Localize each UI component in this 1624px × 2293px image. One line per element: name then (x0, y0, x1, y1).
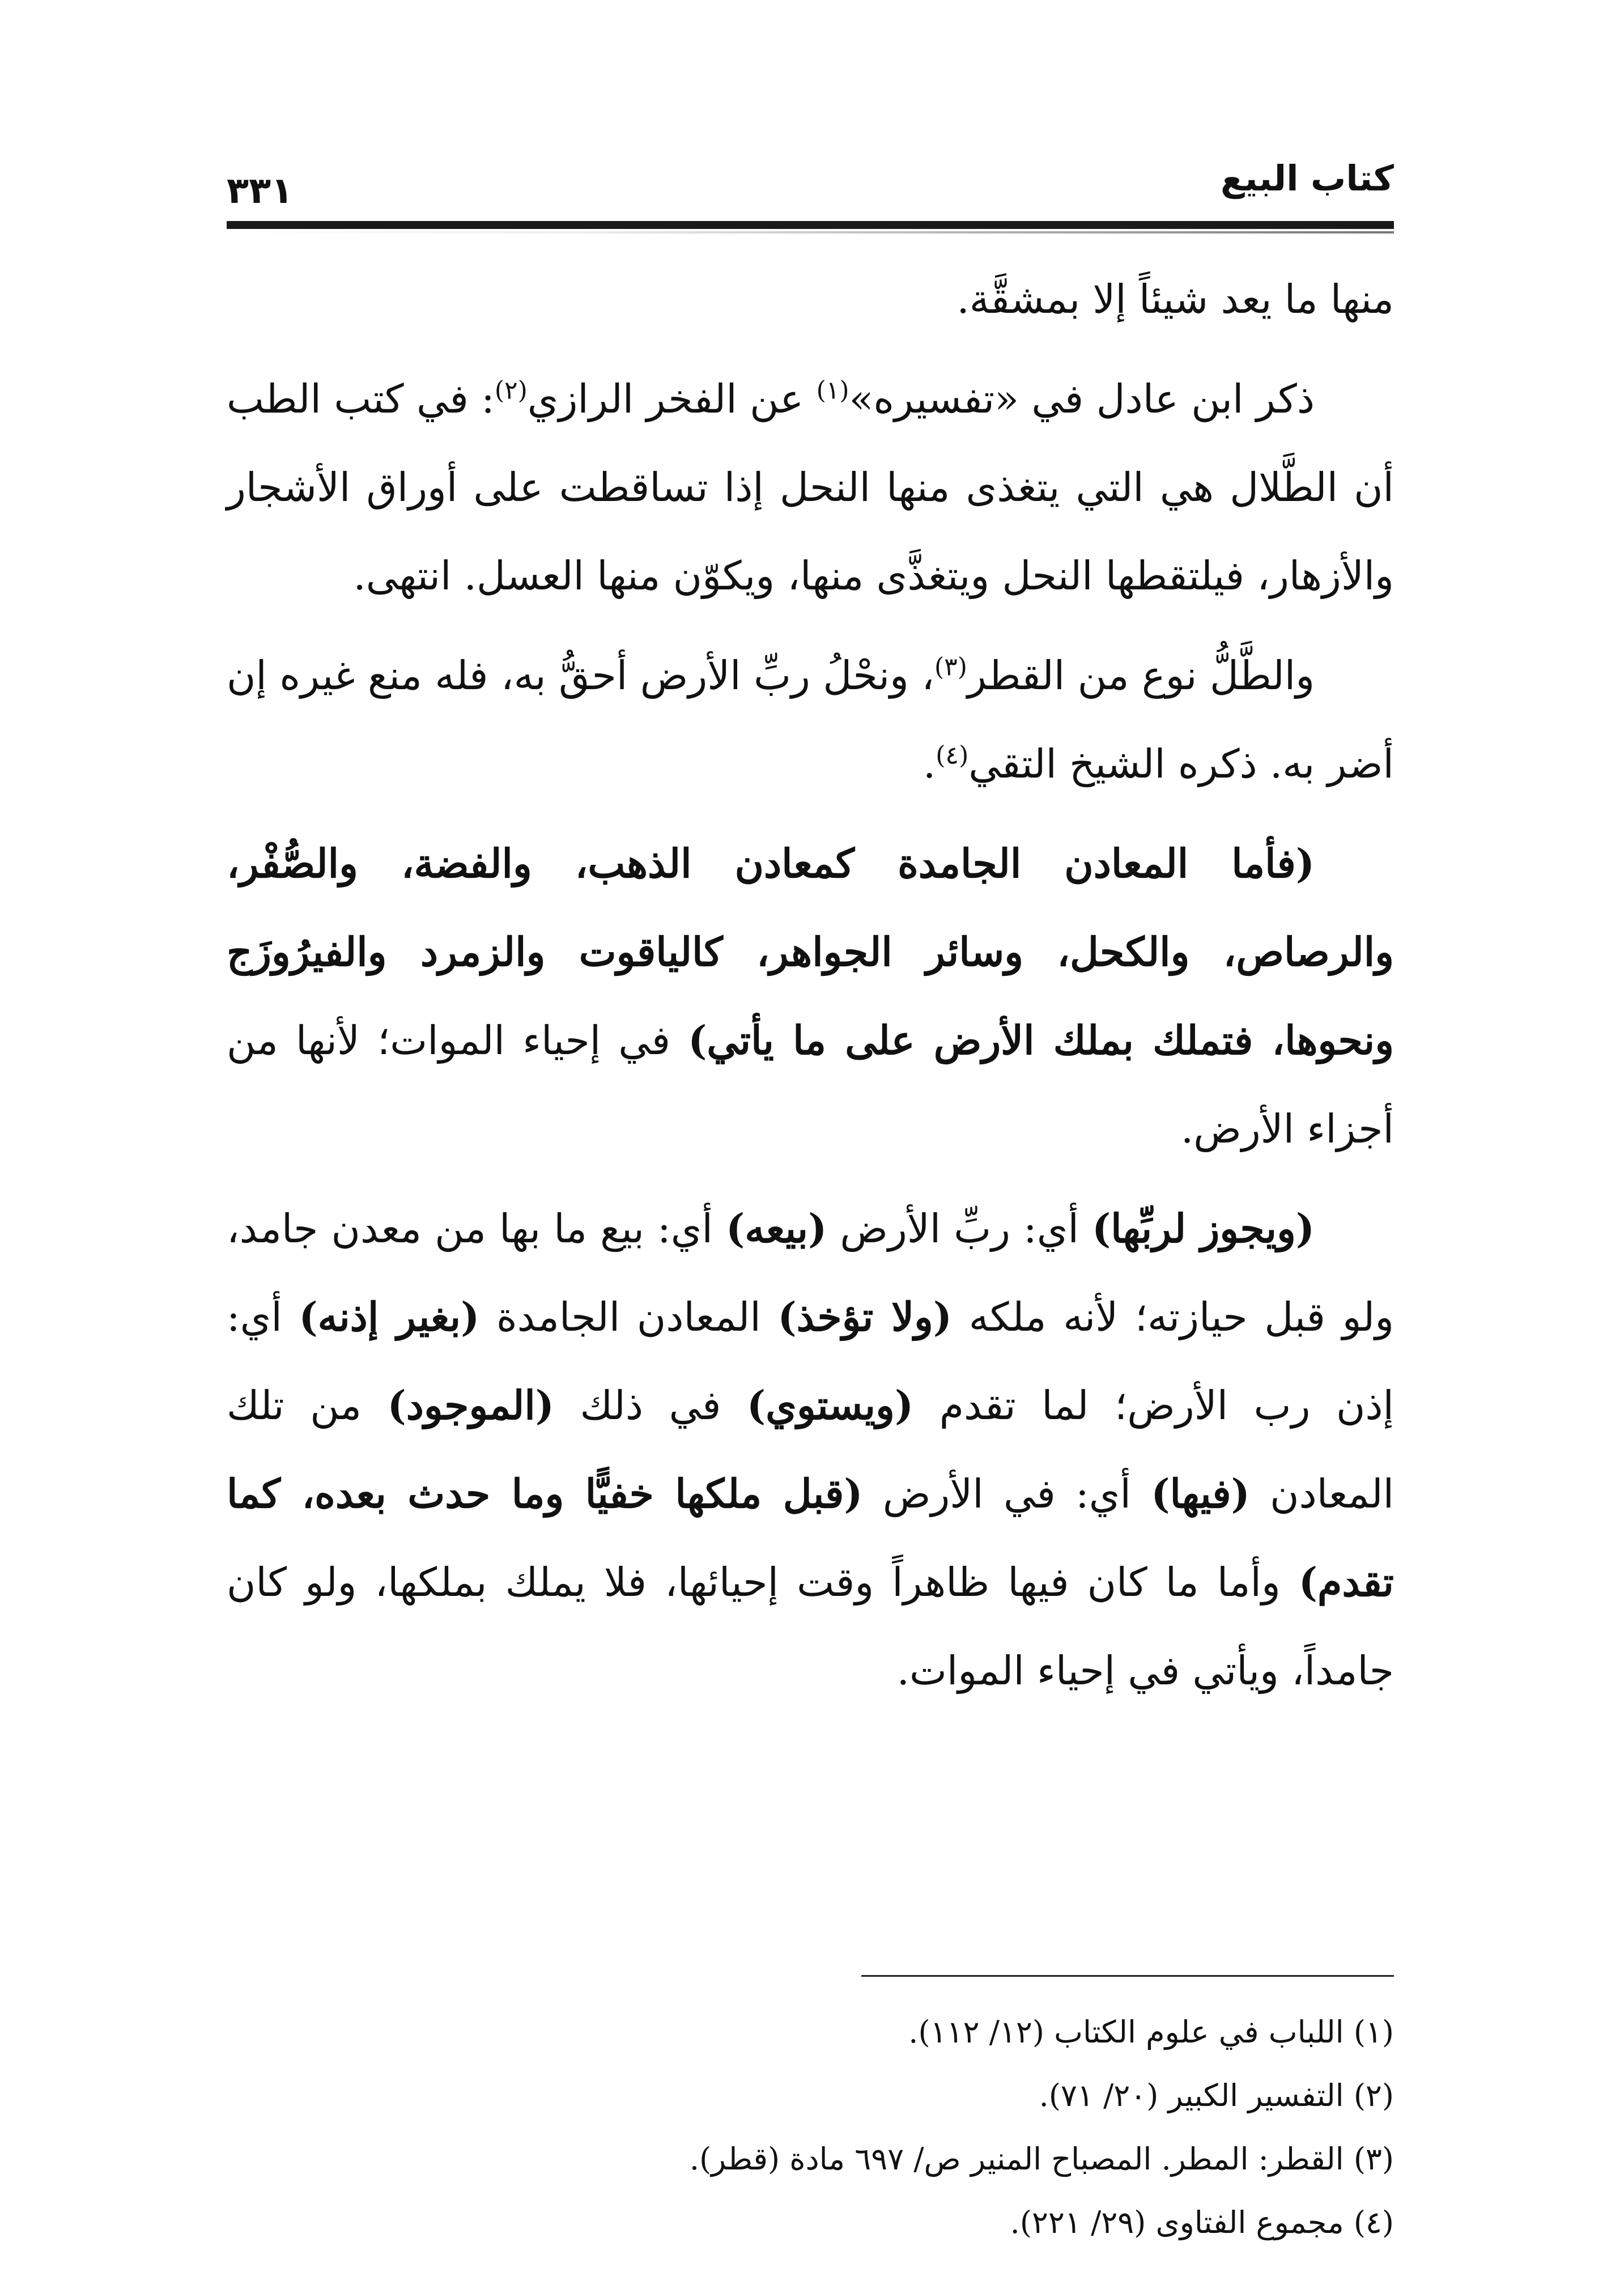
paragraph-3-part-b: ، ونحْلُ ربِّ الأرض أحقُّ به، فله منع غيره إن أضر به. ذكره الشيخ التقي (227, 652, 1394, 787)
matn-segment-8: (قبل ملكها خفيًّا وما حدث بعده، كما تقدم) (227, 1470, 1394, 1606)
footnote-1: (١) اللباب في علوم الكتاب (١٢/ ١١٢). (908, 2014, 1394, 2050)
footnote-ref-1[interactable]: (١) (816, 376, 849, 405)
footnote-ref-2[interactable]: (٢) (494, 376, 528, 405)
paragraph-3-part-a: والطَّلُّ نوع من القطر (967, 652, 1315, 699)
matn-segment-1: (ويجوز لربِّها) (1092, 1205, 1315, 1252)
commentary-segment-8: وأما ما كان فيها ظاهراً وقت إحيائها، فلا يملك بملكها، ولو كان جامداً، ويأتي في إحياء الموات. (227, 1559, 1394, 1694)
commentary-segment-6: من تلك المعادن (227, 1382, 1395, 1517)
matn-segment-5: (ويستوي) (747, 1382, 914, 1429)
commentary-segment-3: المعادن الجامدة (479, 1294, 778, 1340)
commentary-segment-5: في ذلك (554, 1382, 747, 1429)
paragraph-1-text: منها ما يعد شيئاً إلا بمشقَّة. (956, 276, 1394, 322)
commentary-segment-1: أي: ربِّ الأرض (827, 1205, 1092, 1252)
header-rule (227, 221, 1394, 229)
paragraph-4 (227, 819, 1394, 1173)
paragraph-2-part-b: عن الفخر الرازي (527, 376, 817, 422)
commentary-segment-7: أي: في الأرض (862, 1471, 1151, 1517)
paragraph-2-part-c: : في كتب الطب أن الطَّلال هي التي يتغذى منها النحل إذا تساقطت على أوراق الأشجار والأزهار، فيلتقطها النحل ويتغذَّى منها، ويكوّن منها العسل. انتهى. (227, 376, 1394, 599)
footnote-separator (861, 1975, 1394, 1977)
paragraph-2-part-a: ذكر ابن عادل في «تفسيره» (849, 376, 1315, 422)
matn-segment-3: (ولا تؤخذ) (777, 1293, 952, 1340)
matn-segment-2: (بيعه) (726, 1205, 827, 1252)
paragraph-5 (227, 1184, 1394, 1715)
commentary-segment-2: أي: بيع ما بها من معدن جامد، ولو قبل حيازته؛ لأنه ملكه (227, 1205, 1395, 1340)
commentary-segment-4: أي: إذن رب الأرض؛ لما تقدم (227, 1294, 1394, 1429)
footnote-2: (٢) التفسير الكبير (٢٠/ ٧١). (1039, 2078, 1394, 2113)
book-page (227, 136, 1395, 2240)
paragraph-3 (227, 631, 1394, 808)
chapter-title: كتاب البيع (1220, 158, 1394, 199)
matn-text-1: (فأما المعادن الجامدة كمعادن الذهب، والفضة، والصُّفْر، والرصاص، والكحل، وسائر الجواهر، كالياقوت والزمرد والفيرُوزَج ونحوها، فتملك بملك الأرض على ما يأتي) (227, 840, 1394, 1064)
footnote-4: (٤) مجموع الفتاوى (٢٩/ ٢٢١). (1010, 2205, 1394, 2240)
running-header (227, 136, 1394, 221)
matn-segment-6: (الموجود) (387, 1382, 554, 1429)
footnote-ref-4[interactable]: (٤) (936, 741, 969, 770)
footnote-3: (٣) القطر: المطر. المصباح المنير ص/ ٦٩٧ مادة (قطر). (689, 2141, 1394, 2177)
paragraph-3-part-c: . (922, 741, 936, 787)
main-text (227, 255, 1394, 1726)
paragraph-1 (227, 255, 1394, 343)
page-number: ٣٣١ (227, 170, 294, 212)
commentary-text-1: في إحياء الموات؛ لأنها من أجزاء الأرض. (227, 1017, 1394, 1152)
matn-segment-4: (بغير إذنه) (299, 1293, 480, 1340)
paragraph-2 (227, 355, 1394, 620)
footnotes (227, 2001, 1394, 2254)
matn-segment-7: (فيها) (1151, 1470, 1250, 1517)
footnote-ref-3[interactable]: (٣) (934, 652, 967, 682)
